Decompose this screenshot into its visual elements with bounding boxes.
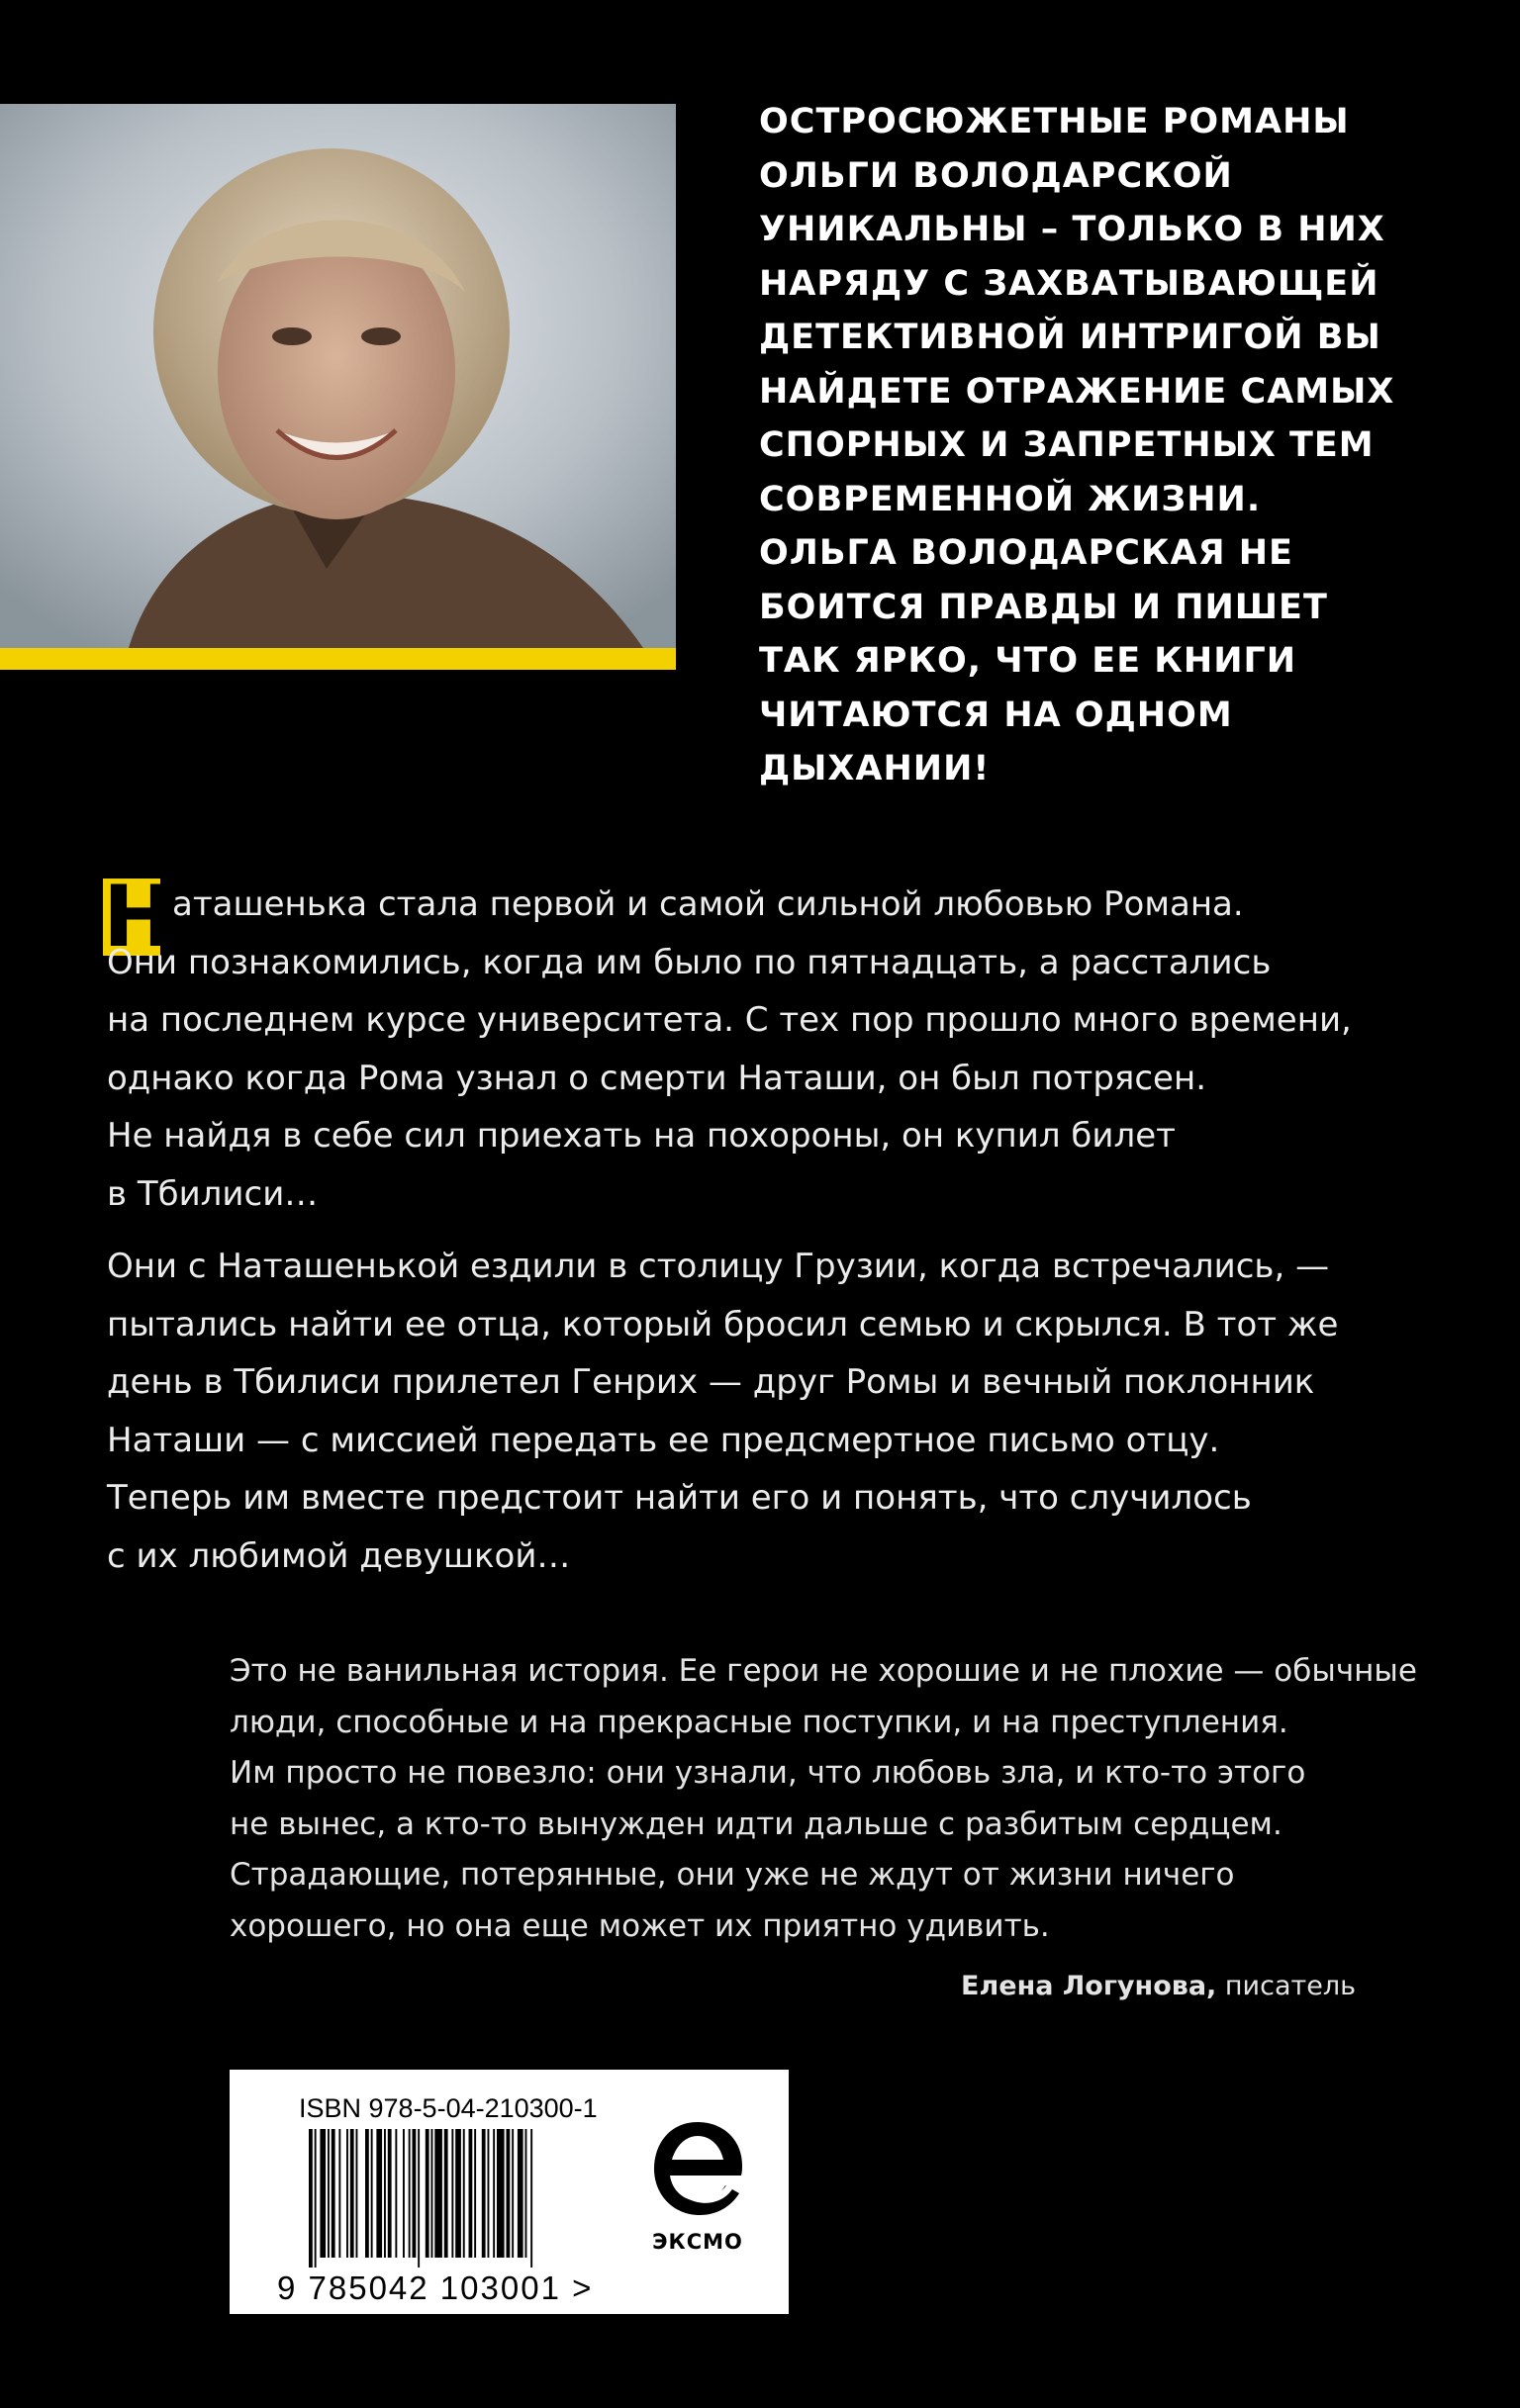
barcode-bar <box>488 2129 490 2258</box>
isbn-label: ISBN 978-5-04-210300-1 <box>299 2093 598 2123</box>
synopsis-line: Наташи — с миссией передать ее предсмертное письмо отцу. <box>107 1420 1220 1460</box>
tagline-line: ДЕТЕКТИВНОЙ ИНТРИГОЙ ВЫ <box>759 318 1381 357</box>
barcode-bar <box>320 2129 326 2258</box>
barcode-bar <box>455 2129 461 2258</box>
author-photo <box>0 104 676 648</box>
tagline-line: ТАК ЯРКО, ЧТО ЕЕ КНИГИ <box>759 641 1297 681</box>
eksmo-logo-icon <box>648 2114 747 2223</box>
barcode-bar <box>463 2129 465 2258</box>
tagline-line: НАЙДЕТЕ ОТРАЖЕНИЕ САМЫХ <box>759 371 1395 412</box>
barcode-bar <box>328 2129 330 2258</box>
barcode-bar <box>409 2129 411 2258</box>
tagline-line: ОСТРОСЮЖЕТНЫЕ РОМАНЫ <box>759 102 1350 141</box>
barcode-bar <box>512 2129 514 2258</box>
synopsis-line: пытались найти ее отца, который бросил семью и скрылся. В тот же <box>107 1304 1339 1344</box>
barcode-bars <box>307 2129 604 2268</box>
synopsis-line: в Тбилиси… <box>107 1173 319 1214</box>
synopsis-line: с их любимой девушкой… <box>107 1535 571 1576</box>
synopsis-line: аташенька стала первой и самой сильной любовью Романа. <box>172 884 1244 924</box>
tagline-line: ОЛЬГИ ВОЛОДАРСКОЙ <box>759 155 1233 196</box>
barcode-panel <box>230 2070 789 2314</box>
barcode-bar <box>413 2129 417 2258</box>
synopsis-line: Они познакомились, когда им было по пятнадцать, а расстались <box>107 942 1272 982</box>
barcode-bar <box>384 2129 386 2258</box>
barcode-bar <box>431 2129 433 2258</box>
barcode-bar <box>371 2129 373 2258</box>
barcode-bar <box>474 2129 476 2258</box>
barcode-bar <box>444 2129 448 2258</box>
barcode-bar <box>350 2129 354 2258</box>
promo-tagline <box>759 95 1452 796</box>
photo-accent-stripe <box>0 648 676 670</box>
barcode-bar <box>518 2129 523 2258</box>
review-attribution <box>961 1971 1356 2001</box>
tagline-line: ДЫХАНИИ! <box>759 749 991 788</box>
tagline-line: СОВРЕМЕННОЙ ЖИЗНИ. <box>759 479 1262 519</box>
barcode-bar <box>338 2129 340 2258</box>
synopsis-line: на последнем курсе университета. С тех пор прошло много времени, <box>107 1000 1352 1040</box>
barcode-bar <box>388 2129 392 2258</box>
tagline-line: УНИКАЛЬНЫ – ТОЛЬКО В НИХ <box>759 210 1385 249</box>
tagline-line: ОЛЬГА ВОЛОДАРСКАЯ НЕ <box>759 533 1293 573</box>
barcode-bar <box>418 2129 420 2268</box>
synopsis-line: Не найдя в себе сил приехать на похороны, он купил билет <box>107 1116 1176 1156</box>
barcode-bar <box>482 2129 486 2258</box>
barcode-bar <box>356 2129 358 2258</box>
barcode-bar <box>530 2129 532 2268</box>
barcode-bar <box>426 2129 429 2258</box>
synopsis-paragraph-1 <box>107 876 1413 1223</box>
synopsis-line: Они с Наташенькой ездили в столицу Грузии, когда встречались, — <box>107 1247 1330 1286</box>
review-line: Это не ванильная история. Ее герои не хорошие и не плохие — обычные <box>230 1653 1417 1689</box>
barcode-bar <box>376 2129 382 2258</box>
barcode-bar <box>507 2129 511 2258</box>
author-portrait-image <box>0 104 676 648</box>
barcode-bar <box>395 2129 397 2258</box>
review-line: не вынес, а кто-то вынужден идти дальше с разбитым сердцем. <box>230 1806 1282 1842</box>
barcode-bar <box>525 2129 527 2258</box>
synopsis-line: Теперь им вместе предстоит найти его и понять, что случилось <box>107 1478 1252 1518</box>
tagline-line: СПОРНЫХ И ЗАПРЕТНЫХ ТЕМ <box>759 425 1375 465</box>
review-quote <box>230 1646 1417 1952</box>
tagline-line: ЧИТАЮТСЯ НА ОДНОМ <box>759 695 1233 735</box>
synopsis-paragraph-2 <box>107 1238 1413 1585</box>
barcode-bar <box>469 2129 473 2258</box>
barcode-bar <box>434 2129 442 2258</box>
barcode-bar <box>365 2129 369 2258</box>
tagline-line: НАРЯДУ С ЗАХВАТЫВАЮЩЕЙ <box>759 263 1379 304</box>
barcode-bar <box>493 2129 495 2258</box>
reviewer-name: Елена Логунова, <box>961 1971 1217 2001</box>
synopsis-dropcap: Н <box>103 868 174 967</box>
barcode-bar <box>332 2129 335 2258</box>
publisher-name: ЭКСМО <box>652 2230 743 2254</box>
tagline-line: БОИТСЯ ПРАВДЫ И ПИШЕТ <box>759 587 1328 627</box>
barcode-bar <box>315 2129 317 2268</box>
review-line: Страдающие, потерянные, они уже не ждут от жизни ничего <box>230 1857 1235 1893</box>
review-line: хорошего, но она еще может их приятно удивить. <box>230 1907 1050 1944</box>
barcode-bar <box>346 2129 348 2258</box>
barcode-bar <box>403 2129 405 2258</box>
reviewer-role: писатель <box>1216 1971 1356 2001</box>
barcode-bar <box>451 2129 453 2258</box>
barcode-bar <box>497 2129 505 2258</box>
synopsis-line: однако когда Рома узнал о смерти Наташи, он был потрясен. <box>107 1058 1207 1098</box>
synopsis-text <box>107 876 1413 1585</box>
synopsis-line: день в Тбилиси прилетел Генрих — друг Ромы и вечный поклонник <box>107 1362 1315 1402</box>
barcode-bar <box>309 2129 313 2268</box>
review-line: Им просто не повезло: они узнали, что любовь зла, и кто-то этого <box>230 1755 1306 1791</box>
review-line: люди, способные и на прекрасные поступки, и на преступления. <box>230 1704 1288 1740</box>
barcode-digits: 9 785042 103001 > <box>277 2269 594 2306</box>
